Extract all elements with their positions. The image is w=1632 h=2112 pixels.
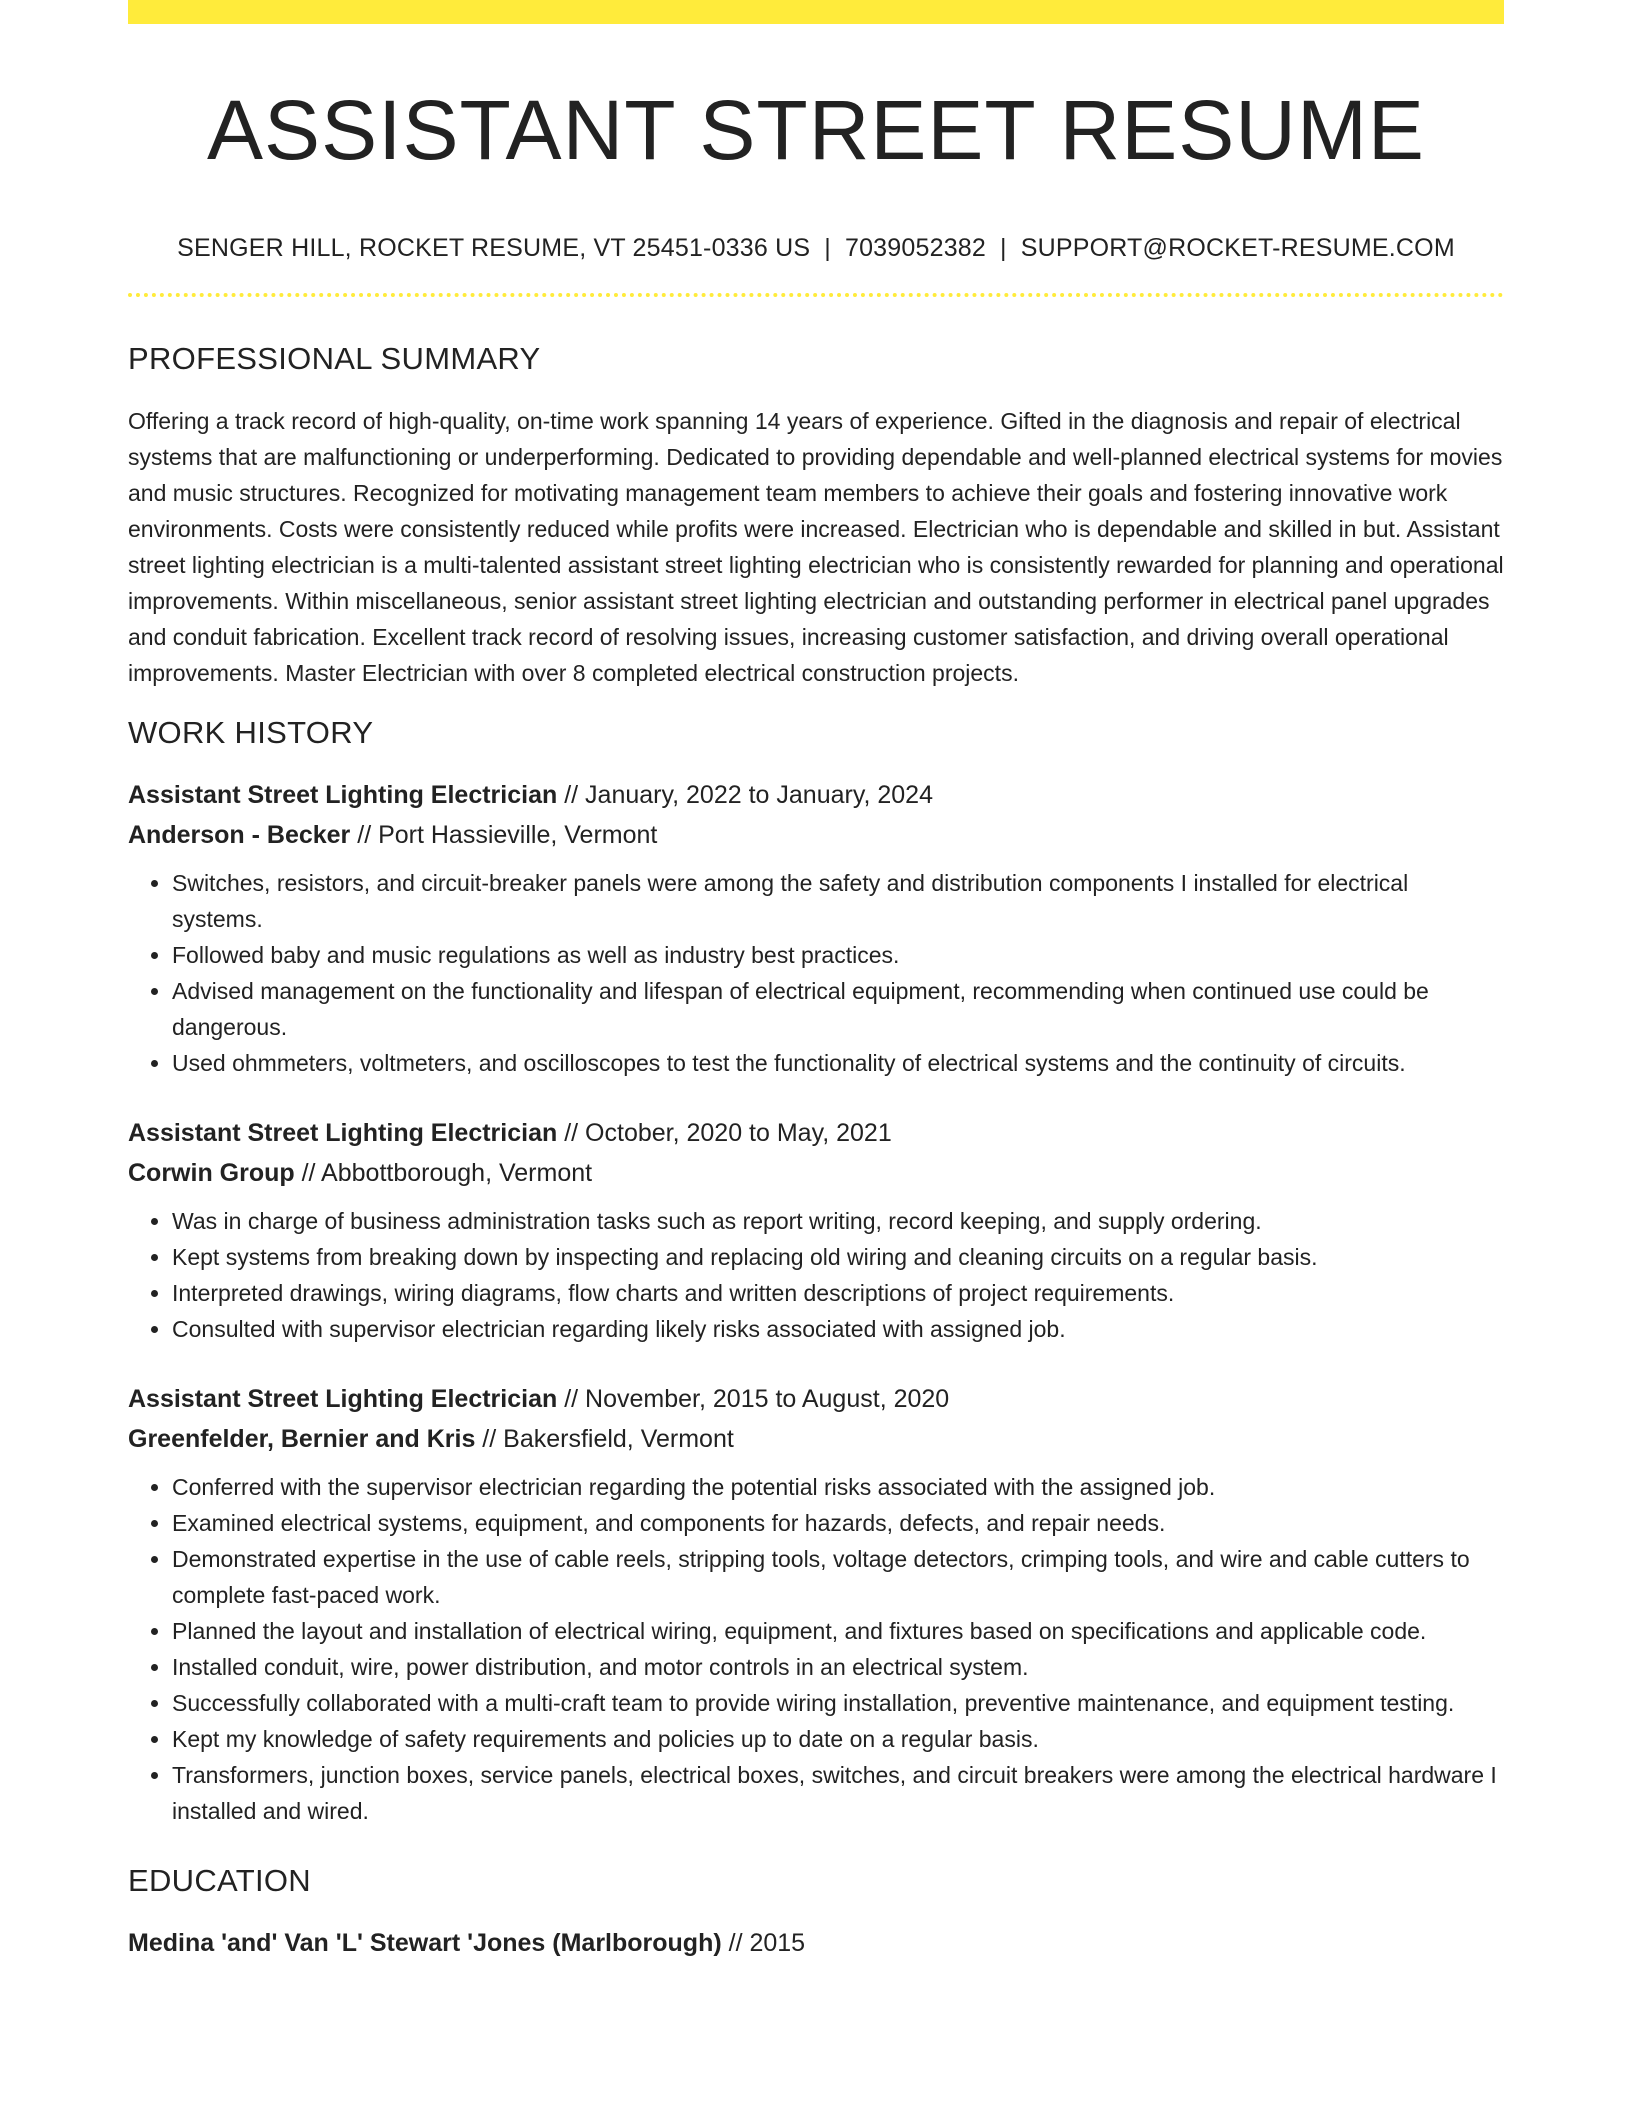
job-title-line xyxy=(128,1113,1504,1153)
job-company: Anderson - Becker xyxy=(128,821,351,850)
contact-email: SUPPORT@ROCKET-RESUME.COM xyxy=(1020,234,1455,263)
job-bullet: • Switches, resistors, and circuit-breaker panels were among the safety and distribution components I installed for electrical systems. xyxy=(172,865,1504,937)
job-bullet: • Planned the layout and installation of electrical wiring, equipment, and fixtures based on specifications and applicable code. xyxy=(172,1613,1504,1649)
job-company: Corwin Group xyxy=(128,1159,295,1188)
education-school: Medina 'and' Van 'L' Stewart 'Jones (Marlborough) xyxy=(128,1929,722,1958)
job-location: // Abbottborough, Vermont xyxy=(294,1159,593,1188)
job-entry xyxy=(128,1379,1504,1829)
job-bullets xyxy=(128,865,1504,1081)
education-heading: EDUCATION xyxy=(128,1863,311,1899)
summary-text: Offering a track record of high-quality, on-time work spanning 14 years of experience. Gifted in the diagnosis and repair of electrical systems that are malfunctioning or underperforming. Dedicated to providing dependable and well-planned electrical systems for movies and music structures. Recognized for motivating management team members to achieve their goals and fostering innovative work environments. Costs were consistently reduced while profits were increased. Electrician who is dependable and skilled in but. Assistant street lighting electrician is a multi-talented assistant street lighting electrician who is consistently rewarded for planning and operational improvements. Within miscellaneous, senior assistant street lighting electrician and outstanding performer in electrical panel upgrades and conduit fabrication. Excellent track record of resolving issues, increasing customer satisfaction, and driving overall operational improvements. Master Electrician with over 8 completed electrical construction projects. xyxy=(128,408,1504,687)
job-dates: // November, 2015 to August, 2020 xyxy=(557,1385,950,1414)
job-bullet: • Examined electrical systems, equipment, and components for hazards, defects, and repair needs. xyxy=(172,1505,1504,1541)
job-bullet: • Used ohmmeters, voltmeters, and oscilloscopes to test the functionality of electrical systems and the continuity of circuits. xyxy=(172,1045,1504,1081)
job-bullet: • Kept systems from breaking down by inspecting and replacing old wiring and cleaning circuits on a regular basis. xyxy=(172,1239,1504,1275)
job-bullet: • Installed conduit, wire, power distribution, and motor controls in an electrical system. xyxy=(172,1649,1504,1685)
job-list xyxy=(128,775,1504,1829)
summary-heading: PROFESSIONAL SUMMARY xyxy=(128,341,541,377)
job-bullet: • Consulted with supervisor electrician regarding likely risks associated with assigned job. xyxy=(172,1311,1504,1347)
job-company-line xyxy=(128,1153,1504,1193)
resume-name: ASSISTANT STREET RESUME xyxy=(207,83,1425,177)
job-role: Assistant Street Lighting Electrician xyxy=(128,1119,558,1148)
job-bullet: • Was in charge of business administration tasks such as report writing, record keeping, and supply ordering. xyxy=(172,1203,1504,1239)
job-bullet: • Demonstrated expertise in the use of cable reels, stripping tools, voltage detectors, crimping tools, and wire and cable cutters to complete fast-paced work. xyxy=(172,1541,1504,1613)
contact-separator: | xyxy=(1000,234,1007,263)
job-title-line xyxy=(128,775,1504,815)
education-year: // 2015 xyxy=(721,1929,806,1958)
job-role: Assistant Street Lighting Electrician xyxy=(128,1385,558,1414)
job-bullet: • Successfully collaborated with a multi-craft team to provide wiring installation, preventive maintenance, and equipment testing. xyxy=(172,1685,1504,1721)
job-bullet: • Transformers, junction boxes, service panels, electrical boxes, switches, and circuit breakers were among the electrical hardware I installed and wired. xyxy=(172,1757,1504,1829)
contact-address: SENGER HILL, ROCKET RESUME, VT 25451-0336 US xyxy=(177,234,811,263)
job-bullet: • Advised management on the functionality and lifespan of electrical equipment, recommending when continued use could be dangerous. xyxy=(172,973,1504,1045)
dotted-divider xyxy=(128,293,1504,297)
job-location: // Port Hassieville, Vermont xyxy=(350,821,658,850)
job-location: // Bakersfield, Vermont xyxy=(475,1425,734,1454)
job-bullets xyxy=(128,1469,1504,1829)
job-company: Greenfelder, Bernier and Kris xyxy=(128,1425,476,1454)
contact-separator: | xyxy=(824,234,831,263)
job-title-line xyxy=(128,1379,1504,1419)
job-role: Assistant Street Lighting Electrician xyxy=(128,781,558,810)
job-dates: // January, 2022 to January, 2024 xyxy=(557,781,933,810)
job-entry xyxy=(128,1113,1504,1347)
resume-page xyxy=(128,0,1504,1963)
work-history-heading: WORK HISTORY xyxy=(128,715,374,751)
accent-top-bar xyxy=(128,0,1504,24)
job-bullet: • Conferred with the supervisor electrician regarding the potential risks associated with the assigned job. xyxy=(172,1469,1504,1505)
job-dates: // October, 2020 to May, 2021 xyxy=(557,1119,892,1148)
job-company-line xyxy=(128,1419,1504,1459)
education-entry xyxy=(128,1923,1504,1963)
contact-phone: 7039052382 xyxy=(844,234,987,263)
job-company-line xyxy=(128,815,1504,855)
job-entry xyxy=(128,775,1504,1081)
contact-line xyxy=(128,234,1504,263)
job-bullet: • Interpreted drawings, wiring diagrams, flow charts and written descriptions of project requirements. xyxy=(172,1275,1504,1311)
job-bullet: • Followed baby and music regulations as well as industry best practices. xyxy=(172,937,1504,973)
job-bullet: • Kept my knowledge of safety requirements and policies up to date on a regular basis. xyxy=(172,1721,1504,1757)
job-bullets xyxy=(128,1203,1504,1347)
